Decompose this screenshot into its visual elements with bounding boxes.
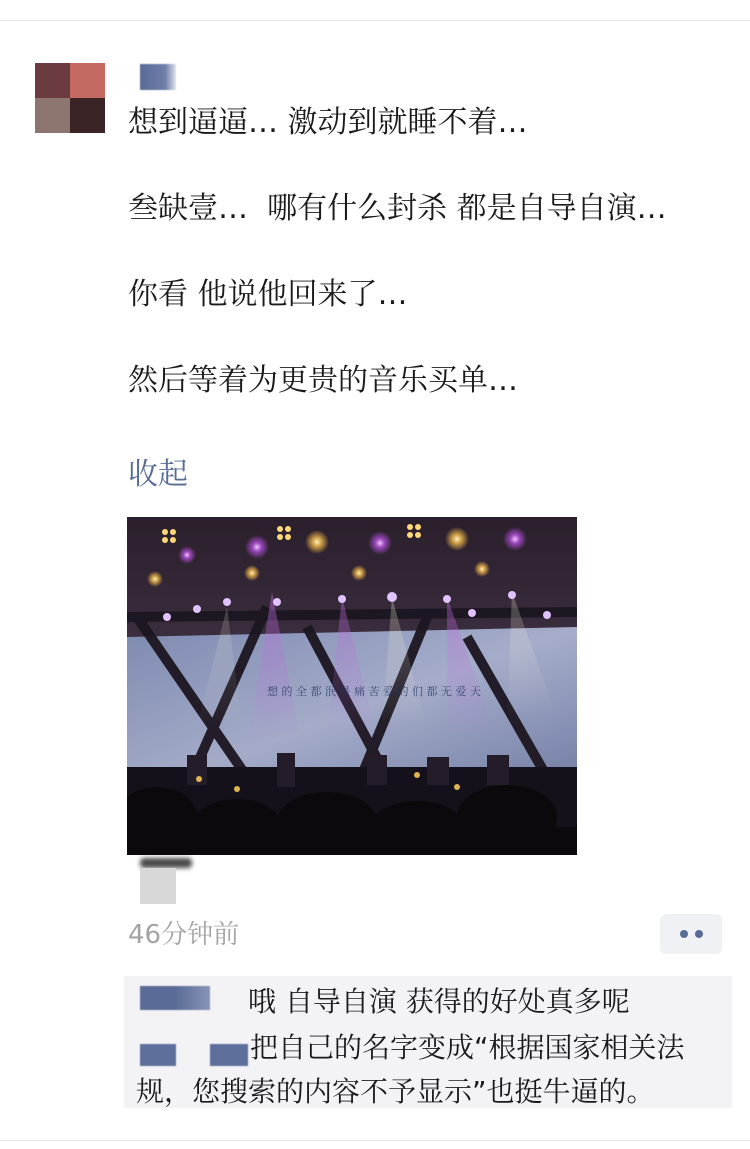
more-dots-icon	[680, 930, 688, 938]
post-line: 想到逼逼… 激动到就睡不着…	[128, 105, 528, 140]
photo-lyric-text: 想 的 全 都 泯 是 痛 苦 爱 的 们 都 无 爱 天	[267, 685, 481, 698]
post-line: 叁缺壹… 哪有什么封杀 都是自导自演…	[128, 191, 667, 226]
post-text	[128, 100, 718, 404]
post-line: 你看 他说他回来了…	[128, 277, 408, 312]
more-dots-icon	[695, 930, 703, 938]
blurred-nickname[interactable]	[140, 64, 176, 90]
collapse-link[interactable]: 收起	[128, 457, 188, 492]
comment-item[interactable]	[126, 980, 726, 1024]
comment-text: 把自己的名字变成“根据国家相关法规，您搜索的内容不予显示”也挺牛逼的。	[136, 1031, 685, 1108]
blurred-tag	[140, 858, 192, 868]
blurred-tag-avatar[interactable]	[140, 868, 176, 904]
bottom-divider	[0, 1140, 750, 1141]
more-actions-button[interactable]	[660, 914, 722, 954]
top-divider	[0, 20, 750, 21]
concert-photo[interactable]	[127, 517, 577, 855]
comment-item[interactable]	[136, 1026, 728, 1114]
comment-text: 哦 自导自演 获得的好处真多呢	[248, 985, 630, 1018]
timestamp: 46分钟前	[128, 920, 240, 950]
post-line: 然后等着为更贵的音乐买单…	[128, 363, 518, 398]
concert-photo-image	[127, 517, 577, 855]
avatar[interactable]	[35, 63, 105, 133]
